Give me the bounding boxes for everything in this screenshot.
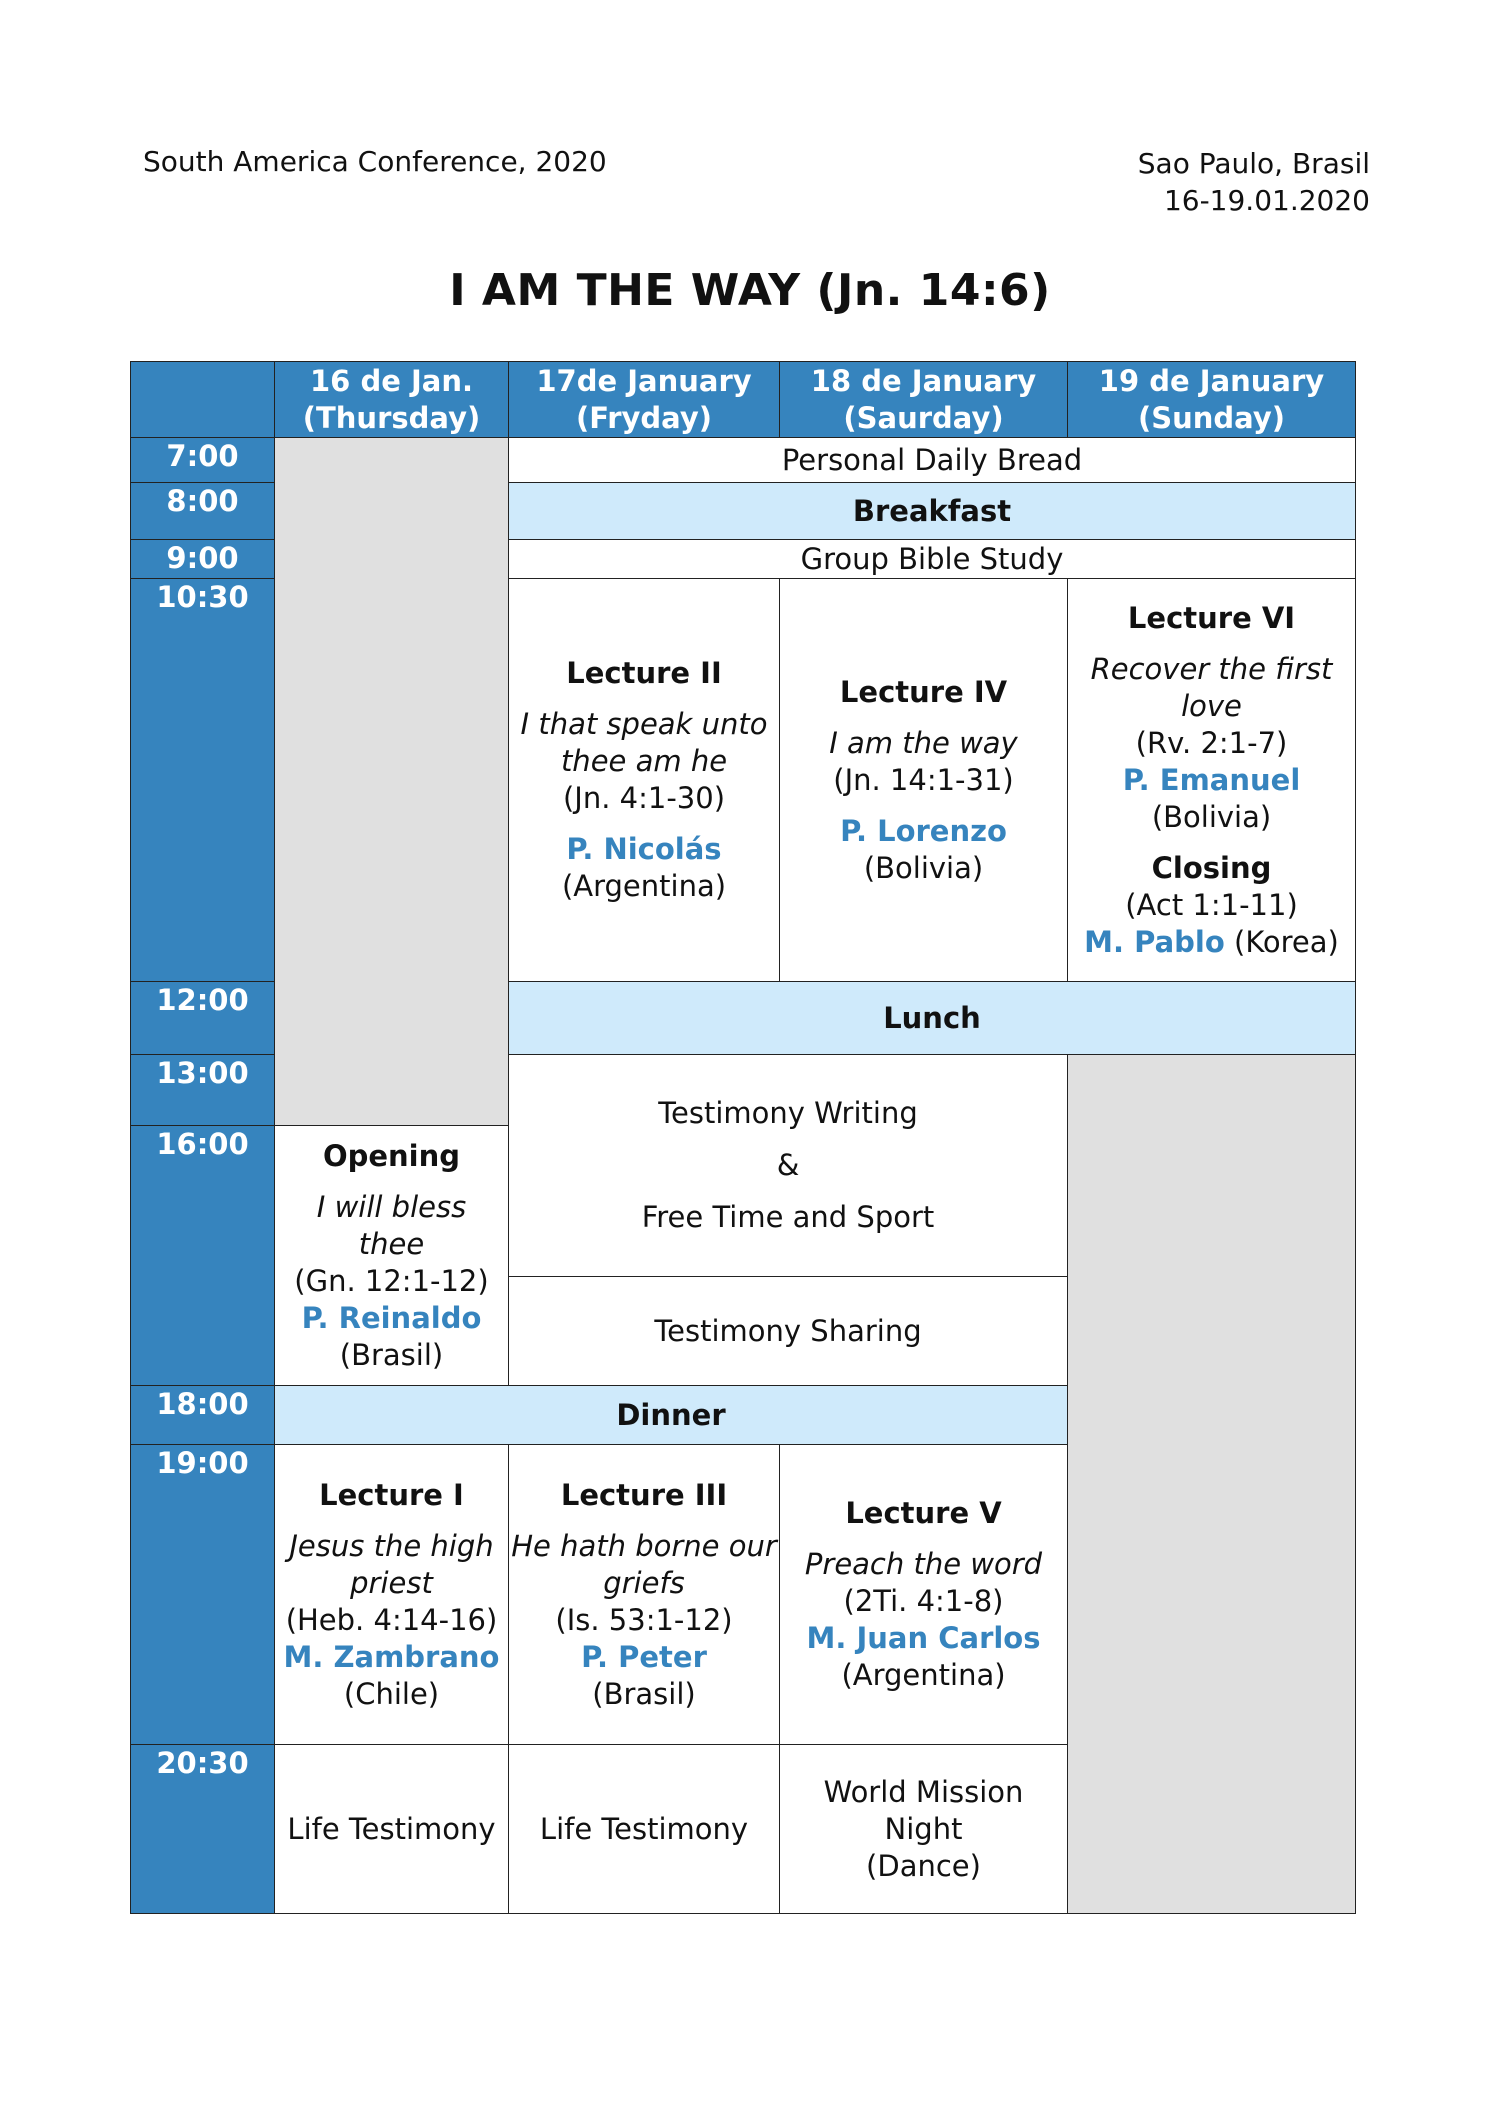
day-header-sunday: 19 de January (Sunday) (1068, 362, 1356, 438)
lecture-vi-closing-cell: Lecture VI Recover the first love (Rv. 2:1-7) P. Emanuel (Bolivia) Closing (Act 1:1-11) M. Pablo (Korea) (1068, 579, 1356, 982)
conference-name: South America Conference, 2020 (143, 145, 607, 178)
time-label: 13:00 (131, 1055, 275, 1126)
conference-dates: 16-19.01.2020 (1163, 184, 1370, 217)
speaker-name: P. Peter (581, 1639, 707, 1674)
daily-bread-cell: Personal Daily Bread (509, 438, 1356, 483)
speaker-name: M. Juan Carlos (806, 1621, 1041, 1655)
conference-location: Sao Paulo, Brasil (1137, 147, 1370, 180)
day-header-thursday: 16 de Jan. (Thursday) (275, 362, 509, 438)
lecture-i-cell: Lecture I Jesus the high priest (Heb. 4:14-16) M. Zambrano (Chile) (275, 1445, 509, 1745)
day-header-saturday: 18 de January (Saurday) (780, 362, 1068, 438)
empty-sunday-afternoon (1068, 1055, 1356, 1914)
lunch-cell: Lunch (509, 982, 1356, 1055)
speaker-name: P. Nicolás (566, 832, 722, 866)
lecture-iii-cell: Lecture III He hath borne our griefs (Is. 53:1-12) P. Peter (Brasil) (509, 1445, 780, 1745)
row-0700 (131, 438, 1356, 483)
speaker-name: M. Pablo (1084, 924, 1225, 959)
speaker-name: M. Zambrano (283, 1639, 500, 1674)
life-testimony-friday: Life Testimony (509, 1745, 780, 1914)
empty-thursday-morning (275, 438, 509, 1126)
time-label: 16:00 (131, 1126, 275, 1386)
time-label: 19:00 (131, 1445, 275, 1745)
lecture-iv-cell: Lecture IV I am the way (Jn. 14:1-31) P. Lorenzo (Bolivia) (780, 579, 1068, 982)
testimony-writing-cell: Testimony Writing & Free Time and Sport (509, 1055, 1068, 1277)
day-header-friday: 17de January (Fryday) (509, 362, 780, 438)
speaker-name: P. Emanuel (1122, 762, 1301, 797)
time-label: 18:00 (131, 1386, 275, 1445)
testimony-sharing-cell: Testimony Sharing (509, 1277, 1068, 1386)
time-label: 7:00 (131, 438, 275, 483)
conference-place-date (1138, 145, 1370, 219)
opening-cell: Opening I will bless thee (Gn. 12:1-12) P. Reinaldo (Brasil) (275, 1126, 509, 1386)
speaker-name: P. Lorenzo (840, 813, 1007, 848)
lecture-v-cell: Lecture V Preach the word (2Ti. 4:1-8) M. Juan Carlos (Argentina) (780, 1445, 1068, 1745)
world-mission-night-cell: World Mission Night (Dance) (780, 1745, 1068, 1914)
day-header-row (131, 362, 1356, 438)
corner-cell (131, 362, 275, 438)
speaker-name: P. Reinaldo (301, 1300, 482, 1335)
time-label: 9:00 (131, 540, 275, 579)
time-label: 12:00 (131, 982, 275, 1055)
schedule-table (130, 361, 1356, 1914)
lecture-ii-cell: Lecture II I that speak unto thee am he (Jn. 4:1-30) P. Nicolás (Argentina) (509, 579, 780, 982)
time-label: 10:30 (131, 579, 275, 982)
life-testimony-thursday: Life Testimony (275, 1745, 509, 1914)
breakfast-cell: Breakfast (509, 483, 1356, 540)
page-title: I AM THE WAY (Jn. 14:6) (449, 265, 1051, 316)
time-label: 20:30 (131, 1745, 275, 1914)
bible-study-cell: Group Bible Study (509, 540, 1356, 579)
time-label: 8:00 (131, 483, 275, 540)
dinner-cell: Dinner (275, 1386, 1068, 1445)
